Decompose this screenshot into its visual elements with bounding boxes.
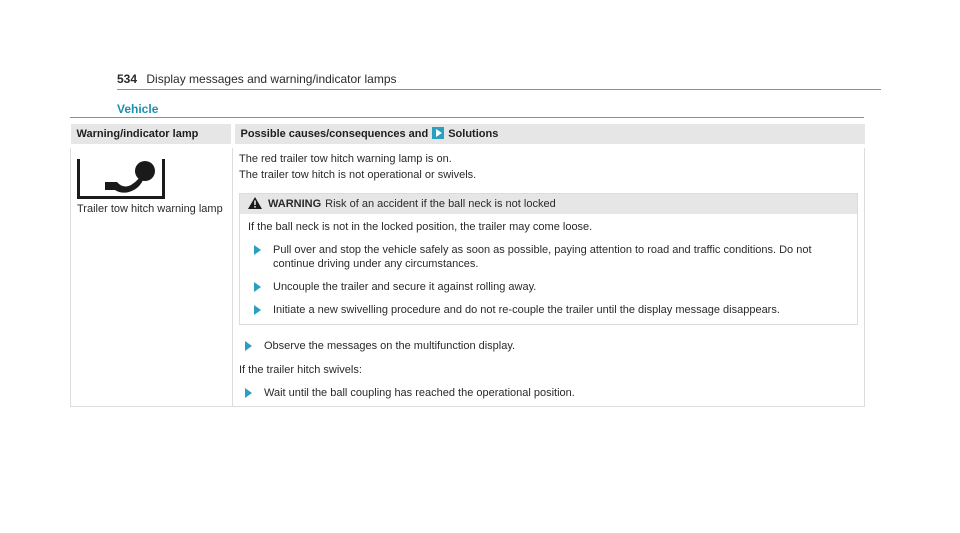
warning-body-text: If the ball neck is not in the locked position, the trailer may come loose. bbox=[248, 221, 593, 233]
step-text: Pull over and stop the vehicle safely as soon as possible, paying attention to road and traffic conditions. Do not continue driving under any circumstances. bbox=[273, 244, 812, 270]
col-header-causes bbox=[233, 124, 865, 146]
step-arrow-icon bbox=[245, 388, 252, 398]
table-row bbox=[71, 146, 865, 407]
list-item bbox=[248, 303, 849, 317]
list-item bbox=[248, 280, 849, 294]
warning-label: WARNING bbox=[268, 198, 322, 210]
section-title: Vehicle bbox=[117, 102, 159, 116]
step-arrow-icon bbox=[245, 341, 252, 351]
swivel-intro: If the trailer hitch swivels: bbox=[239, 364, 362, 376]
page-number: 534 bbox=[117, 72, 138, 86]
step-arrow-icon bbox=[254, 305, 261, 315]
lamp-table bbox=[70, 124, 865, 407]
list-item bbox=[239, 386, 858, 400]
causes-cell bbox=[233, 146, 865, 407]
step-text: Wait until the ball coupling has reached the operational position. bbox=[264, 387, 575, 399]
step-text: Observe the messages on the multifunction display. bbox=[264, 340, 516, 352]
step-arrow-icon bbox=[254, 282, 261, 292]
warning-body bbox=[240, 214, 857, 324]
step-arrow-icon bbox=[254, 245, 261, 255]
col-header-lamp: Warning/indicator lamp bbox=[71, 124, 233, 146]
solutions-arrow-icon bbox=[432, 127, 444, 139]
step-text: Uncouple the trailer and secure it against rolling away. bbox=[273, 281, 537, 293]
col-header-causes-text: Possible causes/consequences and bbox=[240, 128, 429, 140]
list-item bbox=[239, 339, 858, 353]
col-header-solutions-text: Solutions bbox=[448, 128, 499, 140]
status-line-1: The red trailer tow hitch warning lamp is on. bbox=[239, 153, 452, 165]
page-header bbox=[117, 71, 880, 87]
warning-title-text: Risk of an accident if the ball neck is not locked bbox=[325, 198, 556, 210]
lamp-label: Trailer tow hitch warning lamp bbox=[77, 203, 223, 215]
section-divider bbox=[70, 117, 864, 118]
lamp-cell bbox=[71, 146, 233, 407]
warning-box bbox=[239, 193, 858, 325]
trailer-tow-hitch-icon bbox=[77, 158, 165, 200]
page-header-title: Display messages and warning/indicator lamps bbox=[146, 72, 397, 86]
warning-triangle-icon bbox=[248, 197, 262, 209]
warning-title bbox=[240, 194, 857, 214]
step-text: Initiate a new swivelling procedure and do not re-couple the trailer until the display message disappears. bbox=[273, 304, 780, 316]
status-line-2: The trailer tow hitch is not operational or swivels. bbox=[239, 169, 477, 181]
list-item bbox=[248, 243, 849, 271]
header-divider bbox=[117, 89, 881, 90]
